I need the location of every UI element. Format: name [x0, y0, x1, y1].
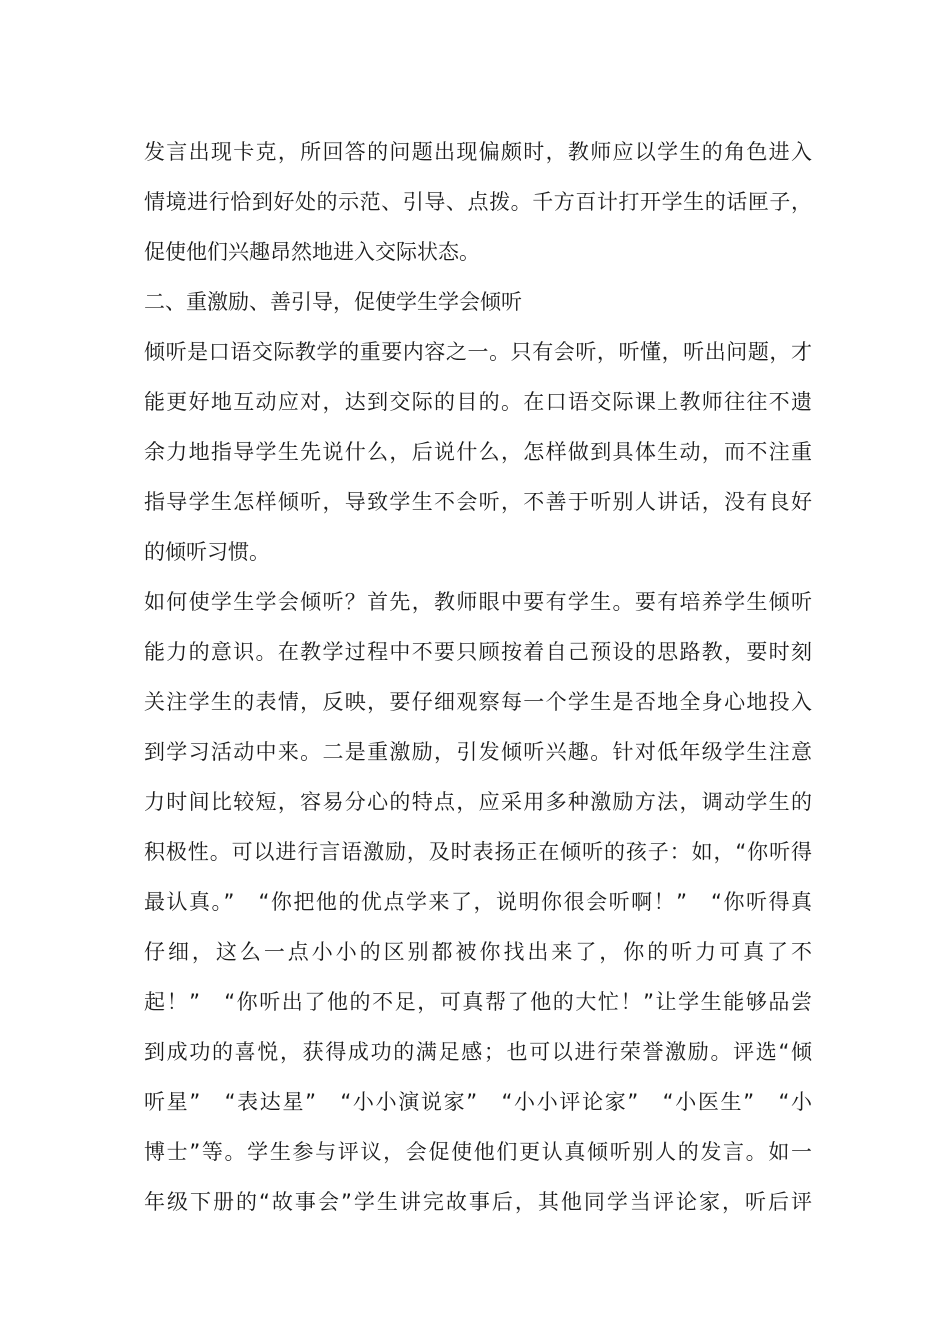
text-line: 的倾听习惯。 — [144, 540, 270, 564]
text-line: 听星” “表达星” “小小演说家” “小小评论家” “小医生” “小 — [144, 1090, 812, 1114]
text-line: 如何使学生学会倾听？首先，教师眼中要有学生。要有培养学生倾听 — [144, 590, 812, 614]
text-line: 关注学生的表情，反映，要仔细观察每一个学生是否地全身心地投入 — [144, 690, 812, 714]
text-line: 年级下册的“故事会”学生讲完故事后，其他同学当评论家，听后评 — [144, 1190, 812, 1214]
text-line: 发言出现卡克，所回答的问题出现偏颇时，教师应以学生的角色进入 — [144, 140, 812, 164]
text-line: 博士”等。学生参与评议，会促使他们更认真倾听别人的发言。如一 — [144, 1140, 812, 1164]
text-line: 余力地指导学生先说什么，后说什么，怎样做到具体生动，而不注重 — [144, 440, 812, 464]
section-heading: 二、重激励、善引导，促使学生学会倾听 — [144, 290, 522, 314]
text-line: 力时间比较短，容易分心的特点，应采用多种激励方法，调动学生的 — [144, 790, 812, 814]
text-line: 能更好地互动应对，达到交际的目的。在口语交际课上教师往往不遗 — [144, 390, 812, 414]
text-line: 能力的意识。在教学过程中不要只顾按着自己预设的思路教，要时刻 — [144, 640, 812, 664]
text-line: 最认真。” “你把他的优点学来了，说明你很会听啊！” “你听得真 — [144, 890, 812, 914]
document-body — [144, 127, 812, 1227]
text-line: 指导学生怎样倾听，导致学生不会听，不善于听别人讲话，没有良好 — [144, 490, 812, 514]
text-line: 情境进行恰到好处的示范、引导、点拨。千方百计打开学生的话匣子， — [144, 190, 812, 214]
text-line: 起！” “你听出了他的不足，可真帮了他的大忙！”让学生能够品尝 — [144, 990, 812, 1014]
text-line: 到成功的喜悦，获得成功的满足感；也可以进行荣誉激励。评选“倾 — [144, 1040, 812, 1064]
text-line: 仔细，这么一点小小的区别都被你找出来了，你的听力可真了不 — [144, 940, 812, 964]
text-line: 促使他们兴趣昂然地进入交际状态。 — [144, 240, 480, 264]
text-line: 到学习活动中来。二是重激励，引发倾听兴趣。针对低年级学生注意 — [144, 740, 812, 764]
text-line: 积极性。可以进行言语激励，及时表扬正在倾听的孩子：如，“你听得 — [144, 840, 812, 864]
text-line: 倾听是口语交际教学的重要内容之一。只有会听，听懂，听出问题，才 — [144, 340, 812, 364]
